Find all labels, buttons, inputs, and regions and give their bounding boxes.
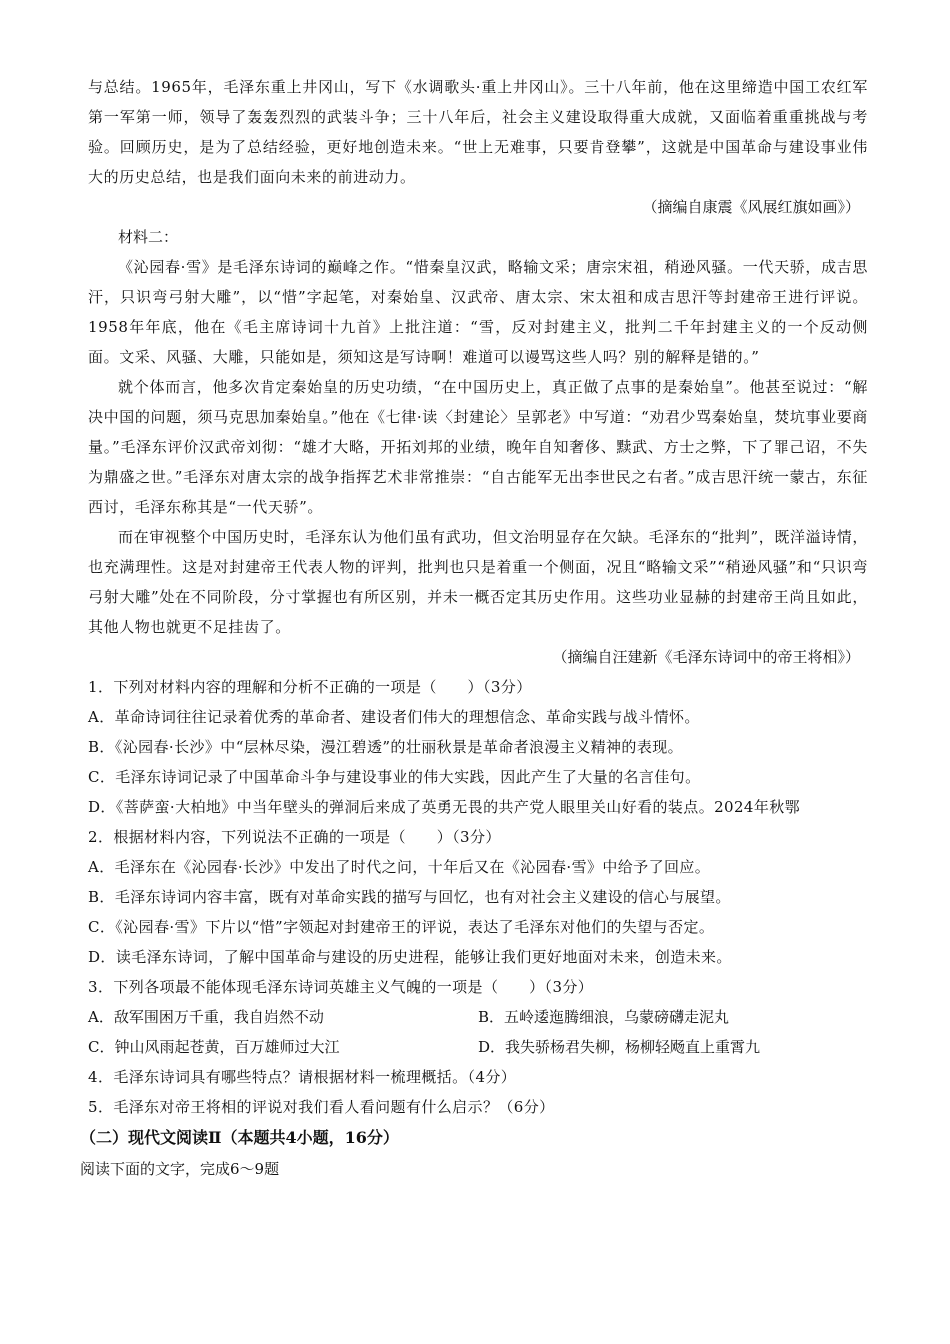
question-stem: 3．下列各项最不能体现毛泽东诗词英雄主义气魄的一项是（ ）（3分） (88, 978, 594, 996)
question-2 (88, 822, 868, 972)
document-page (80, 72, 868, 1184)
option-c: C．《沁园春·雪》下片以“惜”字领起对封建帝王的评说，表达了毛泽东对他们的失望与否定。 (88, 918, 715, 936)
question-stem: 2．根据材料内容，下列说法不正确的一项是（ ）（3分） (88, 828, 501, 846)
material2-source: （摘编自汪建新《毛泽东诗词中的帝王将相》） (552, 648, 860, 666)
option-c: C．毛泽东诗词记录了中国革命斗争与建设事业的伟大实践，因此产生了大量的名言佳句。 (88, 768, 701, 786)
material2-paragraph: 而在审视整个中国历史时，毛泽东认为他们虽有武功，但文治明显存在欠缺。毛泽东的“批判”，既洋溢诗情，也充满理性。这是对封建帝王代表人物的评判，批判也只是着重一个侧面，况且“略输文采”“稍逊风骚”和“只识弯弓射大雕”处在不同阶段，分寸掌握也有所区别，并未一概否定其历史作用。这些功业显赫的封建帝王尚且如此，其他人物也就更不足挂齿了。 (88, 528, 868, 636)
option-a: A．毛泽东在《沁园春·长沙》中发出了时代之问，十年后又在《沁园春·雪》中给予了回应。 (88, 858, 711, 876)
question-4: 4．毛泽东诗词具有哪些特点？请根据材料一梳理概括。（4分） (88, 1068, 517, 1086)
option-d: D．读毛泽东诗词，了解中国革命与建设的历史进程，能够让我们更好地面对未来，创造未来。 (88, 948, 732, 966)
question-3 (88, 972, 868, 1062)
material2-label: 材料二： (118, 228, 179, 246)
question-stem: 1．下列对材料内容的理解和分析不正确的一项是（ ）（3分） (88, 678, 532, 696)
material1-paragraph: 与总结。1965年，毛泽东重上井冈山，写下《水调歌头·重上井冈山》。三十八年前，他在这里缔造中国工农红军第一军第一师，领导了轰轰烈烈的武装斗争；三十八年后，社会主义建设取得重大成就，又面临着重重挑战与考验。回顾历史，是为了总结经验，更好地创造未来。“世上无难事，只要肯登攀”，这就是中国革命与建设事业伟大的历史总结，也是我们面向未来的前进动力。 (88, 78, 868, 186)
material2-paragraph: 就个体而言，他多次肯定秦始皇的历史功绩，“在中国历史上，真正做了点事的是秦始皇”。他甚至说过：“解决中国的问题，须马克思加秦始皇。”他在《七律·读〈封建论〉呈郭老》中写道：“劝君少骂秦始皇，焚坑事业要商量。”毛泽东评价汉武帝刘彻：“雄才大略，开拓刘邦的业绩，晚年自知奢侈、黩武、方士之弊，下了罪己诏，不失为鼎盛之世。”毛泽东对唐太宗的战争指挥艺术非常推崇：“自古能军无出李世民之右者。”成吉思汗统一蒙古，东征西讨，毛泽东称其是“一代天骄”。 (88, 378, 868, 516)
option-b: B．《沁园春·长沙》中“层林尽染，漫江碧透”的壮丽秋景是革命者浪漫主义精神的表现。 (88, 738, 684, 756)
options-row (88, 1002, 868, 1032)
options-row (88, 1032, 868, 1062)
option-d: D．我失骄杨君失柳，杨柳轻飏直上重霄九 (478, 1038, 761, 1056)
question-1 (88, 672, 868, 822)
material1-source: （摘编自康震《风展红旗如画》） (642, 198, 860, 216)
option-b: B．毛泽东诗词内容丰富，既有对革命实践的描写与回忆，也有对社会主义建设的信心与展望。 (88, 888, 731, 906)
option-a: A．敌军围困万千重，我自岿然不动 (88, 1008, 324, 1026)
option-d: D．《菩萨蛮·大柏地》中当年壁头的弹洞后来成了英勇无畏的共产党人眼里关山好看的装点。2024年秋鄂 (88, 798, 801, 816)
instruction: 阅读下面的文字，完成6～9题 (80, 1160, 280, 1178)
option-b: B．五岭逶迤腾细浪，乌蒙磅礴走泥丸 (478, 1008, 730, 1026)
question-5: 5．毛泽东对帝王将相的评说对我们看人看问题有什么启示？（6分） (88, 1098, 555, 1116)
option-a: A．革命诗词往往记录着优秀的革命者、建设者们伟大的理想信念、革命实践与战斗情怀。 (88, 708, 700, 726)
option-c: C．钟山风雨起苍黄，百万雄师过大江 (88, 1038, 340, 1056)
material2-paragraph: 《沁园春·雪》是毛泽东诗词的巅峰之作。“惜秦皇汉武，略输文采；唐宗宋祖，稍逊风骚。一代天骄，成吉思汗，只识弯弓射大雕”，以“惜”字起笔，对秦始皇、汉武帝、唐太宗、宋太祖和成吉思汗等封建帝王进行评说。1958年年底，他在《毛主席诗词十九首》上批注道：“雪，反对封建主义，批判二千年封建主义的一个反动侧面。文采、风骚、大雕，只能如是，须知这是写诗啊！难道可以谩骂这些人吗？别的解释是错的。” (88, 258, 868, 366)
section-title: （二）现代文阅读Ⅱ（本题共4小题，16分） (80, 1128, 399, 1147)
